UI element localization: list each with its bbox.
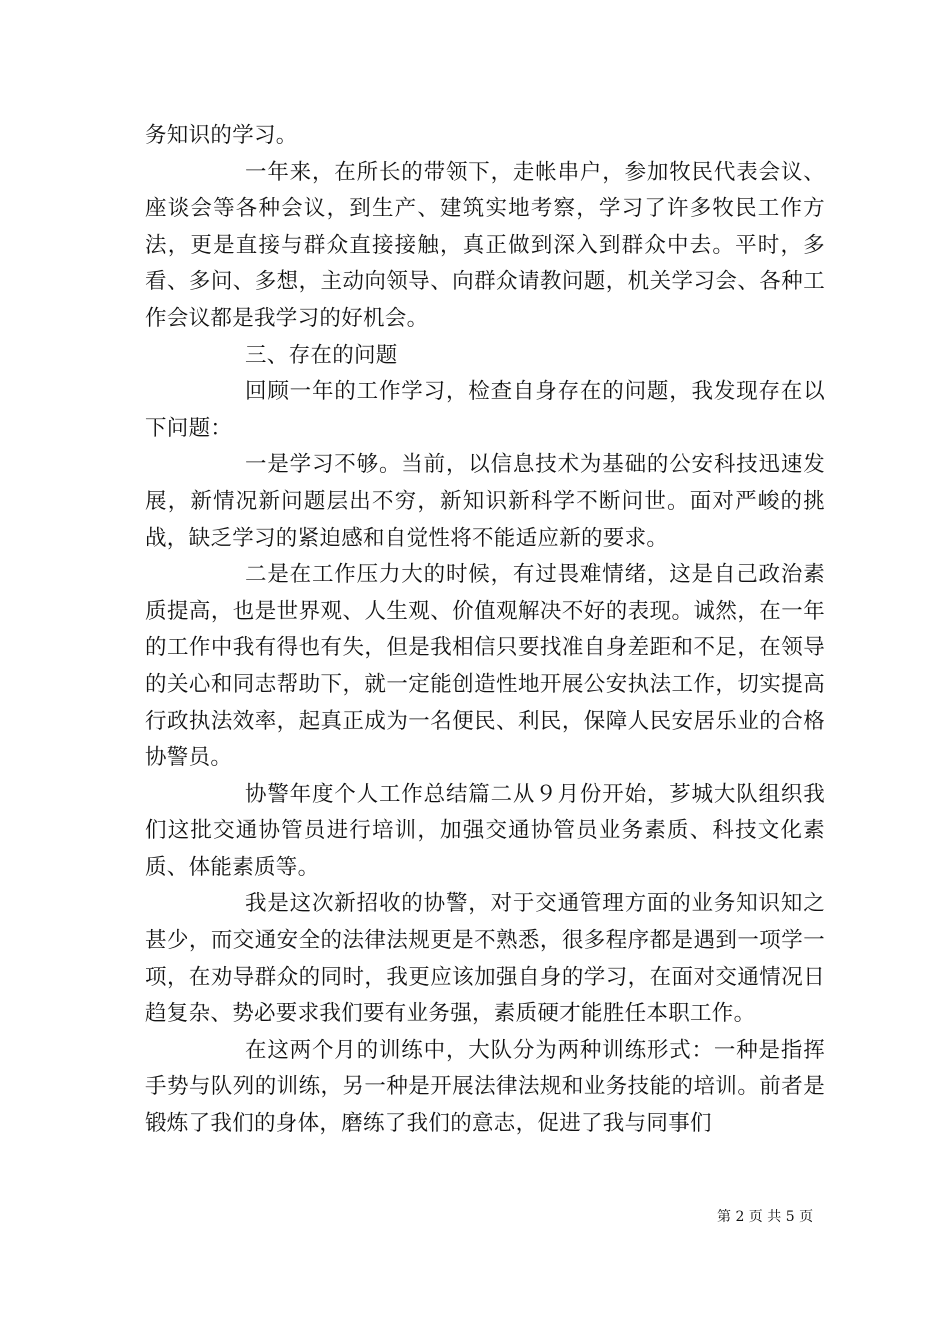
page-number-footer: 第 2 页 共 5 页 xyxy=(717,1209,814,1225)
paragraph-article-two-intro: 协警年度个人工作总结篇二从９月份开始，芗城大队组织我们这批交通协管员进行培训，加强交通协管员业务素质、科技文化素质、体能素质等。 xyxy=(145,781,825,880)
paragraph-problem-two: 二是在工作压力大的时候，有过畏难情绪，这是自己政治素质提高，也是世界观、人生观、价值观解决不好的表现。诚然，在一年的工作中我有得也有失，但是我相信只要找准自身差距和不足，在领导的关心和同志帮助下，就一定能创造性地开展公安执法工作，切实提高行政执法效率，起真正成为一名便民、利民，保障人民安居乐业的合格协警员。 xyxy=(145,562,825,771)
paragraph-field-work: 一年来，在所长的带领下，走帐串户，参加牧民代表会议、座谈会等各种会议，到生产、建筑实地考察，学习了许多牧民工作方法，更是直接与群众直接接触，真正做到深入到群众中去。平时，多看、多问、多想，主动向领导、向群众请教问题，机关学习会、各种工作会议都是我学习的好机会。 xyxy=(145,159,825,331)
section-heading-problems: 三、存在的问题 xyxy=(245,342,398,368)
paragraph-continuation: 务知识的学习。 xyxy=(145,123,298,148)
paragraph-review: 回顾一年的工作学习，检查自身存在的问题，我发现存在以下问题： xyxy=(145,379,825,441)
document-body xyxy=(145,118,825,1143)
paragraph-training: 在这两个月的训练中，大队分为两种训练形式：一种是指挥手势与队列的训练，另一种是开展法律法规和业务技能的培训。前者是锻炼了我们的身体，磨练了我们的意志，促进了我与同事们 xyxy=(145,1037,825,1137)
paragraph-problem-one: 一是学习不够。当前，以信息技术为基础的公安科技迅速发展，新情况新问题层出不穷，新知识新科学不断问世。面对严峻的挑战，缺乏学习的紧迫感和自觉性将不能适应新的要求。 xyxy=(145,452,825,551)
paragraph-new-recruit: 我是这次新招收的协警，对于交通管理方面的业务知识知之甚少，而交通安全的法律法规更是不熟悉，很多程序都是遇到一项学一项，在劝导群众的同时，我更应该加强自身的学习，在面对交通情况日趋复杂、势必要求我们要有业务强，素质硬才能胜任本职工作。 xyxy=(145,891,825,1027)
